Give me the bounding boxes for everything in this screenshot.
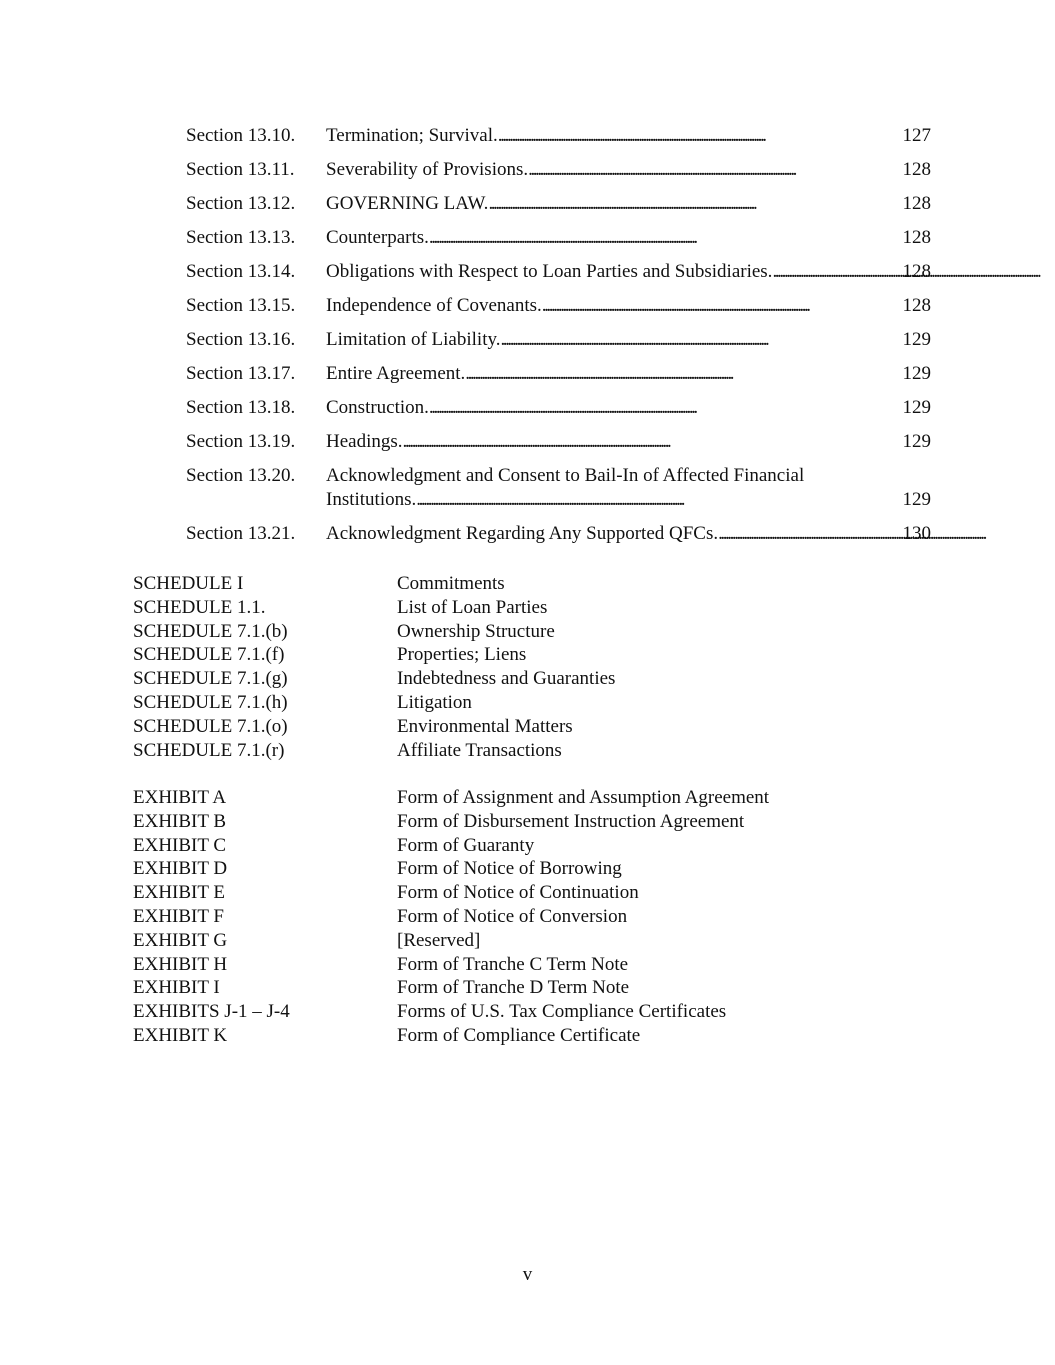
schedule-label: SCHEDULE 7.1.(h) — [133, 691, 288, 713]
exhibit-label: EXHIBIT A — [133, 787, 227, 808]
page-reference: 128 — [902, 227, 931, 248]
toc-entry[interactable] — [186, 192, 931, 216]
page-reference: 129 — [902, 397, 931, 418]
schedule-label: SCHEDULE 1.1. — [133, 596, 266, 618]
exhibit-label: EXHIBIT K — [133, 1024, 228, 1046]
schedule-description: Affiliate Transactions — [397, 739, 562, 761]
section-number: Section 13.19. — [186, 431, 296, 452]
exhibit-label: EXHIBIT F — [133, 905, 224, 927]
toc-entry[interactable] — [186, 328, 931, 352]
section-title: Construction. — [326, 397, 429, 418]
dot-leader — [501, 328, 900, 352]
exhibit-description: Forms of U.S. Tax Compliance Certificates — [397, 1001, 727, 1023]
section-title: Termination; Survival. — [326, 125, 498, 146]
schedule-label: SCHEDULE 7.1.(o) — [133, 715, 288, 737]
exhibit-description: [Reserved] — [397, 929, 481, 951]
schedule-description: Environmental Matters — [397, 715, 573, 737]
exhibit-item[interactable] — [133, 834, 769, 858]
schedule-label: SCHEDULE 7.1.(b) — [133, 620, 288, 642]
toc-entry[interactable] — [186, 158, 931, 182]
schedule-item[interactable] — [133, 596, 615, 620]
exhibit-label: EXHIBIT I — [133, 977, 220, 999]
exhibit-item[interactable] — [133, 929, 769, 953]
schedule-item[interactable] — [133, 739, 615, 763]
exhibit-label: EXHIBIT D — [133, 858, 228, 880]
section-number: Section 13.16. — [186, 329, 296, 350]
page-reference: 129 — [902, 489, 931, 510]
dot-leader — [498, 124, 900, 148]
schedule-item[interactable] — [133, 667, 615, 691]
exhibit-description: Form of Notice of Continuation — [397, 882, 639, 904]
toc-entry[interactable] — [186, 226, 931, 250]
dot-leader — [718, 522, 899, 546]
section-title: Acknowledgment Regarding Any Supported QFCs. — [326, 523, 719, 544]
schedule-label: SCHEDULE 7.1.(g) — [133, 668, 288, 690]
page-reference: 129 — [902, 363, 931, 384]
exhibit-item[interactable] — [133, 810, 769, 834]
schedule-item[interactable] — [133, 572, 615, 596]
exhibit-item[interactable] — [133, 1000, 769, 1024]
exhibit-description: Form of Disbursement Instruction Agreement — [397, 810, 745, 832]
schedule-label: SCHEDULE 7.1.(f) — [133, 644, 285, 666]
page-reference: 128 — [902, 193, 931, 214]
dot-leader — [429, 396, 900, 420]
page-reference: 129 — [902, 329, 931, 350]
exhibit-description: Form of Notice of Conversion — [397, 905, 628, 927]
section-title: Headings. — [326, 431, 403, 452]
section-title: Institutions. — [326, 489, 417, 510]
section-number: Section 13.12. — [186, 193, 296, 214]
schedule-item[interactable] — [133, 691, 615, 715]
exhibit-description: Form of Compliance Certificate — [397, 1024, 641, 1046]
schedule-description: Indebtedness and Guaranties — [397, 668, 616, 690]
exhibit-description: Form of Tranche C Term Note — [397, 953, 629, 975]
dot-leader — [429, 226, 900, 250]
schedule-description: Ownership Structure — [397, 620, 555, 642]
page-reference: 128 — [902, 159, 931, 180]
exhibit-item[interactable] — [133, 905, 769, 929]
dot-leader — [772, 260, 899, 284]
exhibit-item[interactable] — [133, 953, 769, 977]
schedule-description: List of Loan Parties — [397, 596, 548, 618]
exhibit-item[interactable] — [133, 786, 769, 810]
schedules-list — [133, 572, 615, 762]
exhibit-label: EXHIBIT G — [133, 929, 228, 951]
section-title: Independence of Covenants. — [326, 295, 542, 316]
section-number: Section 13.10. — [186, 125, 296, 146]
schedule-description: Commitments — [397, 573, 505, 594]
exhibit-label: EXHIBIT H — [133, 953, 228, 975]
page-number: v — [522, 1264, 533, 1285]
exhibit-label: EXHIBIT E — [133, 882, 225, 904]
schedule-label: SCHEDULE I — [133, 573, 244, 594]
section-number: Section 13.11. — [186, 159, 295, 180]
exhibit-description: Form of Guaranty — [397, 834, 535, 856]
section-number: Section 13.13. — [186, 227, 296, 248]
section-title: Counterparts. — [326, 227, 429, 248]
page-reference: 130 — [902, 523, 931, 544]
page-reference: 127 — [902, 125, 931, 146]
section-number: Section 13.20. — [186, 465, 296, 486]
section-title: Obligations with Respect to Loan Parties and Subsidiaries. — [326, 261, 773, 282]
toc-entry[interactable] — [186, 294, 931, 318]
exhibit-item[interactable] — [133, 881, 769, 905]
schedule-item[interactable] — [133, 620, 615, 644]
page-reference: 128 — [902, 261, 931, 282]
section-number: Section 13.18. — [186, 397, 296, 418]
exhibit-label: EXHIBIT C — [133, 834, 227, 856]
exhibit-item[interactable] — [133, 976, 769, 1000]
page-reference: 129 — [902, 431, 931, 452]
exhibit-item[interactable] — [133, 857, 769, 881]
schedule-description: Litigation — [397, 691, 472, 713]
dot-leader — [403, 430, 900, 454]
section-number: Section 13.15. — [186, 295, 296, 316]
toc-entry[interactable] — [186, 124, 931, 148]
dot-leader — [542, 294, 900, 318]
section-title-line1: Acknowledgment and Consent to Bail-In of Affected Financial — [326, 465, 805, 486]
exhibit-description: Form of Notice of Borrowing — [397, 858, 622, 880]
schedule-item[interactable] — [133, 643, 615, 667]
exhibit-label: EXHIBIT B — [133, 810, 227, 832]
page-reference: 128 — [902, 295, 931, 316]
section-number: Section 13.21. — [186, 523, 296, 544]
toc-entry[interactable] — [186, 522, 931, 546]
exhibit-description: Form of Tranche D Term Note — [397, 977, 630, 999]
dot-leader — [465, 362, 899, 386]
toc-entry[interactable] — [186, 362, 931, 386]
schedule-description: Properties; Liens — [397, 644, 527, 666]
section-title: Entire Agreement. — [326, 363, 466, 384]
toc-entry[interactable] — [186, 430, 931, 454]
section-title: Severability of Provisions. — [326, 159, 529, 180]
toc-entry[interactable] — [186, 464, 931, 512]
dot-leader — [528, 158, 899, 182]
section-number: Section 13.17. — [186, 363, 296, 384]
section-title: Limitation of Liability. — [326, 329, 501, 350]
toc-entry[interactable] — [186, 260, 931, 284]
exhibit-description: Form of Assignment and Assumption Agreement — [397, 787, 770, 808]
section-number: Section 13.14. — [186, 261, 296, 282]
dot-leader — [416, 488, 899, 512]
exhibits-list — [133, 786, 769, 1048]
dot-leader — [488, 192, 899, 216]
exhibit-label: EXHIBITS J-1 – J-4 — [133, 1001, 290, 1023]
table-of-contents — [186, 124, 931, 556]
toc-entry[interactable] — [186, 396, 931, 420]
exhibit-item[interactable] — [133, 1024, 769, 1048]
schedule-label: SCHEDULE 7.1.(r) — [133, 739, 285, 761]
schedule-item[interactable] — [133, 715, 615, 739]
section-title: GOVERNING LAW. — [326, 193, 489, 214]
